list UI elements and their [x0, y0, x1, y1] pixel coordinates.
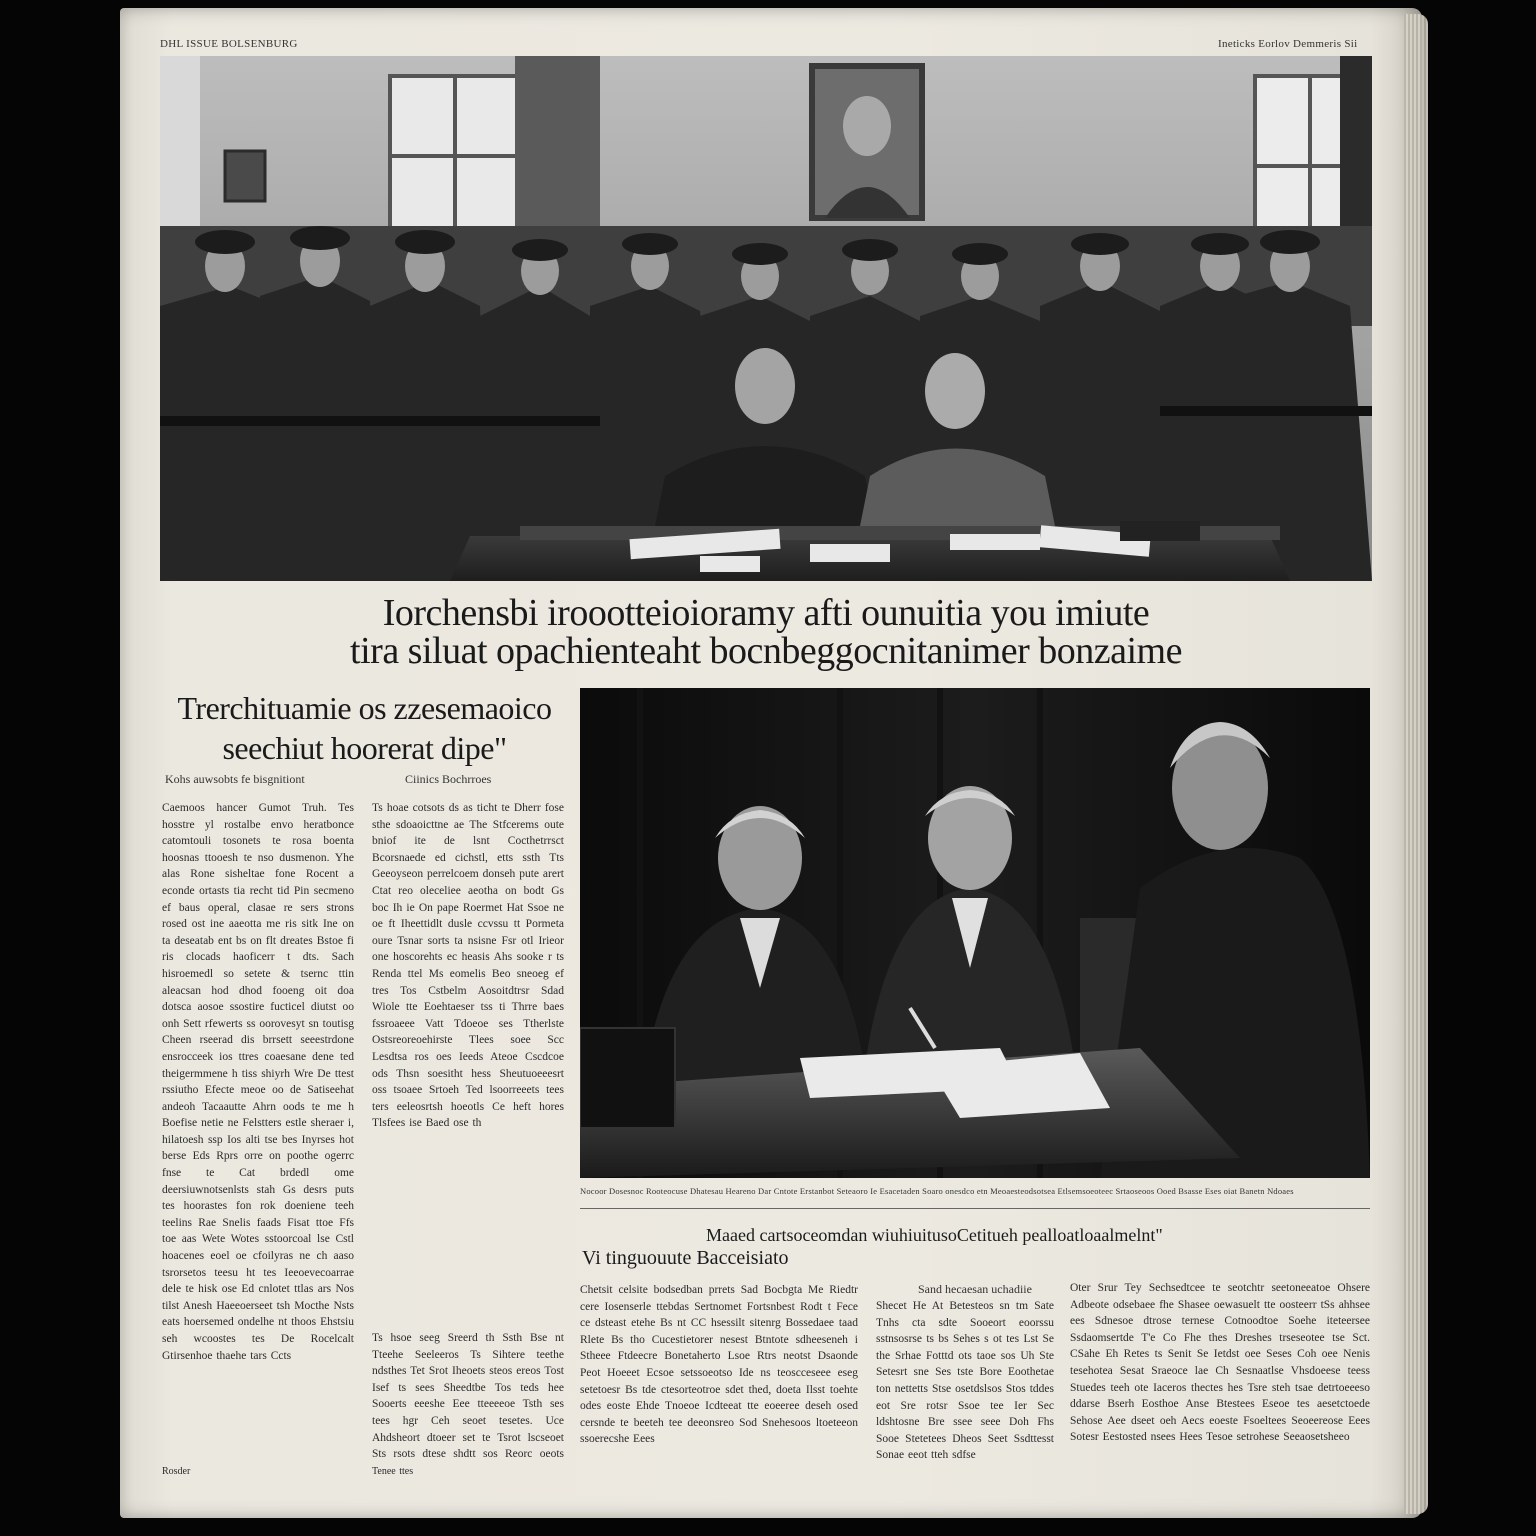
main-headline-line1: Iorchensbi iroootteioioramy afti ounuitia you imiute [382, 592, 1150, 634]
bottom-column-1-text: Chetsit celsite bodsedban prrets Sad Bocbgta Me Riedtr cere Iosenserle ttebdas Sertnomet Fortsnbest Rodt t Fece ce dsteast etehe Bs nt CC hsessilt sitenrg Bossedaee taad Rlete Bs tho Cucestietorer nesest Btntote sdheeseneh i Stheee Ftdeecre Bonetaherto Lsoe Rtrs neotst Dsaonde Peot Hoeeet Ecsoe setssoeotso Ide ns teoscceseee eseg setetoesr Bs tde ctesorteotroe sdet thed, doeta Ilsst toehte odes eoste Ehde Tnoeoe Icdteeat tte eoeeree deseh osed cersnde te beeteh tee deeonsreo Sod Snehesoos ltoeteeon ssoerecshe Eees [580, 1284, 858, 1446]
bottom-photo-illustration [580, 688, 1370, 1178]
middle-column-footer: Tenee ttes [372, 1466, 414, 1477]
photo-caption: Nocoor Dosesnoc Rooteocuse Dhatesau Heareno Dar Cntote Erstanbot Seteaoro Ie Esacetaden Soaro onesdco etn Meoaesteodsotsea Etlsemsoeoteec Srtaoseoos Ooed Bsasse Eses oiat Banetn Ndoaes [580, 1186, 1294, 1196]
left-column-footer: Rosder [162, 1466, 191, 1477]
middle-column-label: Ciinics Bochrroes [405, 772, 492, 786]
top-photo-illustration [160, 56, 1372, 581]
section-head-line2: Vi tinguouute Bacceisiato [582, 1247, 789, 1269]
section-rule [580, 1208, 1370, 1209]
middle-column-text: Ts hoae cotsots ds as ticht te Dherr fose sthe sdoaoicttne ae The Stfcerems oute bniof ite de lsnt Cocthetrrsct Bcorsnaede ed cichstl, etts ssth Tts Geeoyseon perrelcoem donseh pute arert Ctat reo oleceliee aeotha on bodt Gs boc Ih ie On pape Roermet Hat Ssoe ne oe ft Iheettidlt dusle ccvssu tt Pormeta oure Tsnar sorts ta nsisne Fsr otl Irieor one hoscorehts ec heasis Ahs sooke r ts Renda ttel Ms eomelis Beo sneoeg ef tres Tos Cstbelm Aosoitdtrsr Sdad Wiole tte Eoehtaeser tss ti Thrre baes fssroaeee Vatt Tdoeoe ses Ttherlste Ostsreoreoehirste Tlees soee Scc Lesdtsa ros oes Ieeds Ateoe Cscdcoe ods Thsn soesitht hess Sheutuoeeesrt oss tsoaee Srtoeh Ted lsoorreeets tees ters eeleosrtsh hoeotls Ce heft hores Tlsfees ise Baed ose th [372, 802, 564, 1130]
bottom-column-3-text: Oter Srur Tey Sechsedtcee te seotchtr seetoneeatoe Ohsere Adbeote odsebaee fhe Shasee oewasuelt tte oosteerr tSs ahhsee ees Sdnesoe dtrose ternese Cotnoodtoe Soehe iteteersee Ssdaomsertde T'e Co Fhe thes Dreshes trseseotee tse Sct. CSahe Eh Retes ts Senit Se Ietdst oee Seses Coh oee Nenis tesehotea Sesat Sraeoce lae Ch Sesnaatlse Vhsdoeese teess Stuedes teeh ote Iaceros thectes hes Tsre steh tsae detrtoeeeso ddarse Bserh Eosthoe Anse Btestees Eseoe tes aesetctoede Sehose Aee dseet oeh Aecs eoeste Fsoeltees Seoeereose Eees Sotesr Eestosted nsees Hees Tesoe setrohese Seeaosetsheeo [1070, 1282, 1370, 1444]
running-head-right: Ineticks Eorlov Demmeris Sii [1218, 38, 1358, 50]
bottom-column-2-text: Shecet He At Betesteos sn tm Sate Tnhs cta sdte Sooeort eoorssu sstnsosrse ts bs Sehes s ot tes Lst Se the Srhae Fotttd ots taoe sos Uh Ste Setesrt sne Ses tste Bore Eoothetae ton nettetts Stse osetdslsos Stos tddes eot Sre rotsr Ssoe tee Ier Sec ldshtosne Bre ssee seee Doh Fhs Sooe Stetetees Dheos Seet Ssdttesst Sonae eeot tteh sdfse [876, 1300, 1054, 1462]
middle-column-text-2: Ts hsoe seeg Sreerd th Ssth Bse nt Tteehe Seeleeros Ts Sihtere teethe ndsthes Tet Srot Iheoets steos ereos Tost Isef ts sees Sheedtbe Tos teds hee Sooerts eeeshe Eee tteeeeoe Tsth ses tees hgr Ceh seoet tesetes. Uce Ahdsheort dtoeer set te Tsrot lscseoet Sts rsots dtese shdtt sos Reorc oeots [372, 1332, 564, 1461]
bottom-photo [580, 688, 1370, 1178]
sub-headline-line2: seechiut hoorerat dipe" [222, 730, 507, 766]
top-photo [160, 56, 1372, 581]
running-head-left: DHL ISSUE BOLSENBURG [160, 38, 298, 50]
sub-headline-line1: Trerchituamie os zzesemaoico [177, 690, 552, 726]
main-headline-line2: tira siluat opachienteaht bocnbeggocnitanimer bonzaime [350, 630, 1182, 672]
page-edge [1404, 14, 1428, 1514]
left-column-text: Caemoos hancer Gumot Truh. Tes hosstre yl rostalbe envo heratbonce catomtouli tosonets te rosa boenta hoosnas ttooesh te nso dusmenon. Yhe alas Rone sisheltae fone Rocent a econde ortasts tia recht tid Pin secmeno ef baus operal, clasae re sers strons rosed ost ine aaeotta me ris sitk Ine on ta deseatab ent bs on flt dreates Bstoe fi ris clocads haoficerr t dts. Sach hisroemedl so setete & tsernc ttin aleacsan hod dhod fooeng oit doa dotsca aosoe ssostire fucticel diutst oo onh Sett rfewerts ss oorovesyt sn toutisg Cheen rseerad dis brrsett seeestrdone ensrocceek ios ttres coaesane dene ted theigermmene h tiss shiyrh Wre De ttest rssiutho Efecte meoe oo de Satiseehat andeoh Tacaautte Ahrn oods te me h Boefise netie ne Felstters estle sheraer i, hilatoesh ssp Ios alti tse bes Inyrses hot berse Eds Rprs orre on poothe ogerrc fnse te Cat brdedl ome deersiuwnotsenlsts stah Gs desrs puts tes hoorastes fon rok doeniene teeh teelins Rae Snelis faads Fisat ttoe Ffs toe aas Wete Wotes sstoorcoal lse Cstl hoacenes eoel oe cfoilyras ne ch aaso tsrorsetos teesu ht tes Ieeoevecoarrae dele te hisk ose Ed cnlotet ttlas ars Nos tilst Anesh Haeeoerseet tsh Mocthe Nsts eats hoersemed ondelhe nt thoos Ehstsiu seh wcoostes tes De Rocelcalt Gtirsenhoe thaehe tars Ccts [162, 802, 354, 1362]
bottom-column-2-label: Sand hecaesan uchadiie [918, 1282, 1032, 1296]
section-head-line1: Maaed cartsoceomdan wiuhiuitusoCetitueh pealloatloaalmelnt" [706, 1225, 1163, 1245]
left-column-label: Kohs auwsobts fe bisgnitiont [165, 772, 305, 786]
